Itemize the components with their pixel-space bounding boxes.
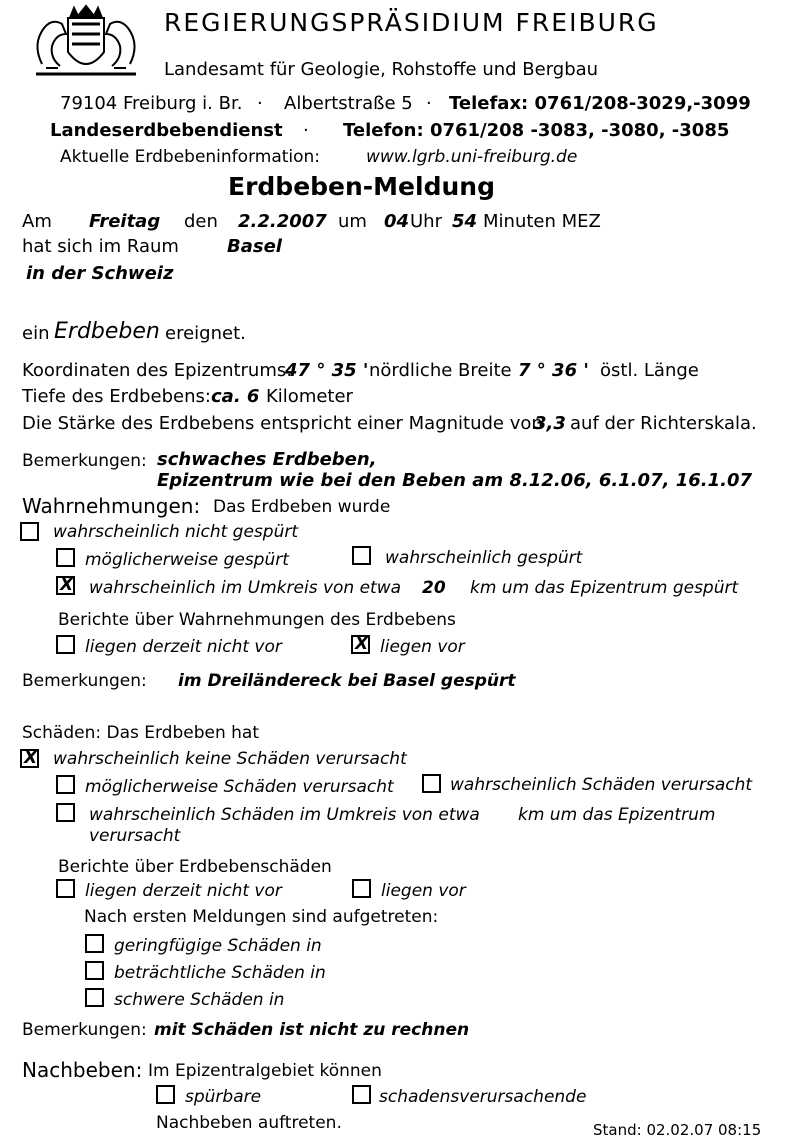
depth-unit: Kilometer	[266, 386, 353, 407]
aftershocks-occur: Nachbeben auftreten.	[156, 1113, 342, 1133]
damage-remarks: mit Schäden ist nicht zu rechnen	[154, 1020, 470, 1040]
authority-title: REGIERUNGSPRÄSIDIUM FREIBURG	[164, 8, 659, 37]
damage-reports-none-label: liegen derzeit nicht vor	[85, 881, 282, 901]
longitude-value: 7 ° 36 '	[518, 360, 589, 381]
info-url-link[interactable]: www.lgrb.uni-freiburg.de	[366, 147, 578, 167]
minor-damage-label: geringfügige Schäden in	[114, 936, 322, 956]
remarks-line-2: Epizentrum wie bei den Beben am 8.12.06, 6.1.07, 16.1.07	[157, 470, 752, 491]
possibly-felt-label: möglicherweise gespürt	[85, 550, 289, 570]
reports-present-checkbox[interactable]	[351, 635, 370, 654]
phone-number: Telefon: 0761/208 -3083, -3080, -3085	[343, 120, 730, 141]
damage-heading: Schäden: Das Erdbeben hat	[22, 723, 260, 743]
perception-heading-suffix: Das Erdbeben wurde	[213, 497, 391, 517]
remarks-line-1: schwaches Erdbeben,	[157, 449, 377, 470]
address-separator: ·	[426, 93, 432, 114]
longitude-label: östl. Länge	[600, 360, 699, 381]
possibly-felt-checkbox[interactable]	[56, 548, 75, 567]
probably-damage-label: wahrscheinlich Schäden verursacht	[450, 775, 753, 795]
label-raum: hat sich im Raum	[22, 236, 179, 257]
radius-damage-suffix: km um das Epizentrum	[518, 805, 716, 825]
damage-reports-label: Berichte über Erdbebenschäden	[58, 857, 332, 877]
radius-felt-label: wahrscheinlich im Umkreis von etwa	[89, 578, 402, 598]
perception-remarks: im Dreiländereck bei Basel gespürt	[178, 671, 516, 691]
magnitude-value: 3,3	[534, 413, 566, 434]
perception-heading: Wahrnehmungen:	[22, 494, 201, 518]
no-damage-label: wahrscheinlich keine Schäden verursacht	[53, 749, 407, 769]
radius-damage-label: wahrscheinlich Schäden im Umkreis von etwa	[89, 805, 480, 825]
address-city: 79104 Freiburg i. Br.	[60, 93, 243, 114]
address-street: Albertstraße 5	[284, 93, 413, 114]
report-heading: Erdbeben-Meldung	[228, 172, 495, 201]
stand-timestamp: Stand: 02.02.07 08:15	[593, 1121, 762, 1139]
radius-damage-checkbox[interactable]	[56, 803, 75, 822]
magnitude-suffix: auf der Richterskala.	[570, 413, 757, 434]
probably-felt-checkbox[interactable]	[352, 546, 371, 565]
label-um: um	[338, 211, 367, 232]
label-ereignet: ereignet.	[165, 323, 246, 344]
place-value: Basel	[227, 236, 282, 257]
radius-felt-checkbox[interactable]	[56, 576, 75, 595]
latitude-value: 47 ° 35 '	[285, 360, 369, 381]
address-separator: ·	[257, 93, 263, 114]
coord-label: Koordinaten des Epizentrums:	[22, 360, 293, 381]
latitude-label: nördliche Breite	[369, 360, 512, 381]
reports-none-label: liegen derzeit nicht vor	[85, 637, 282, 657]
perception-remarks-label: Bemerkungen:	[22, 671, 147, 691]
label-den: den	[184, 211, 218, 232]
coat-of-arms-logo	[22, 4, 150, 80]
perception-reports-label: Berichte über Wahrnehmungen des Erdbebens	[58, 610, 456, 630]
damage-reports-present-label: liegen vor	[381, 881, 466, 901]
region-value: in der Schweiz	[26, 263, 174, 284]
probably-damage-checkbox[interactable]	[422, 774, 441, 793]
aftershocks-heading: Nachbeben:	[22, 1058, 143, 1082]
considerable-damage-label: beträchtliche Schäden in	[114, 963, 326, 983]
date-value: 2.2.2007	[238, 211, 327, 232]
no-damage-checkbox[interactable]	[20, 749, 39, 768]
label-uhr: Uhr	[410, 211, 442, 232]
considerable-damage-checkbox[interactable]	[85, 961, 104, 980]
damage-reports-none-checkbox[interactable]	[56, 879, 75, 898]
minor-damage-checkbox[interactable]	[85, 934, 104, 953]
depth-label: Tiefe des Erdbebens:	[22, 386, 211, 407]
damaging-aftershocks-checkbox[interactable]	[352, 1085, 371, 1104]
radius-damage-suffix-2: verursacht	[89, 826, 181, 846]
fax-number: Telefax: 0761/208-3029,-3099	[449, 93, 751, 114]
reports-none-checkbox[interactable]	[56, 635, 75, 654]
hour-value: 04	[384, 211, 410, 232]
authority-subtitle: Landesamt für Geologie, Rohstoffe und Bergbau	[164, 59, 599, 80]
weekday-value: Freitag	[89, 211, 161, 232]
probably-felt-label: wahrscheinlich gespürt	[385, 548, 583, 568]
severe-damage-checkbox[interactable]	[85, 988, 104, 1007]
not-felt-checkbox[interactable]	[20, 522, 39, 541]
possibly-damage-checkbox[interactable]	[56, 775, 75, 794]
noticeable-aftershocks-checkbox[interactable]	[156, 1085, 175, 1104]
reports-present-label: liegen vor	[380, 637, 465, 657]
label-am: Am	[22, 211, 52, 232]
remarks-label: Bemerkungen:	[22, 451, 147, 471]
aftershocks-heading-suffix: Im Epizentralgebiet können	[148, 1061, 382, 1081]
damaging-aftershocks-label: schadensverursachende	[379, 1087, 587, 1107]
possibly-damage-label: möglicherweise Schäden verursacht	[85, 777, 394, 797]
damage-reports-present-checkbox[interactable]	[352, 879, 371, 898]
label-minuten: Minuten MEZ	[483, 211, 601, 232]
radius-felt-value: 20	[422, 578, 446, 598]
radius-felt-suffix: km um das Epizentrum gespürt	[470, 578, 739, 598]
erdbeben-word: Erdbeben	[54, 319, 160, 344]
damage-remarks-label: Bemerkungen:	[22, 1020, 147, 1040]
service-separator: ·	[303, 120, 309, 141]
depth-value: ca. 6	[211, 386, 260, 407]
severe-damage-label: schwere Schäden in	[114, 990, 285, 1010]
minute-value: 54	[452, 211, 478, 232]
noticeable-aftershocks-label: spürbare	[185, 1087, 262, 1107]
label-ein: ein	[22, 323, 50, 344]
service-name: Landeserdbebendienst	[50, 120, 283, 141]
magnitude-label: Die Stärke des Erdbebens entspricht einer Magnitude von	[22, 413, 543, 434]
first-reports-label: Nach ersten Meldungen sind aufgetreten:	[84, 907, 439, 927]
info-label: Aktuelle Erdbebeninformation:	[60, 147, 321, 167]
not-felt-label: wahrscheinlich nicht gespürt	[53, 522, 299, 542]
